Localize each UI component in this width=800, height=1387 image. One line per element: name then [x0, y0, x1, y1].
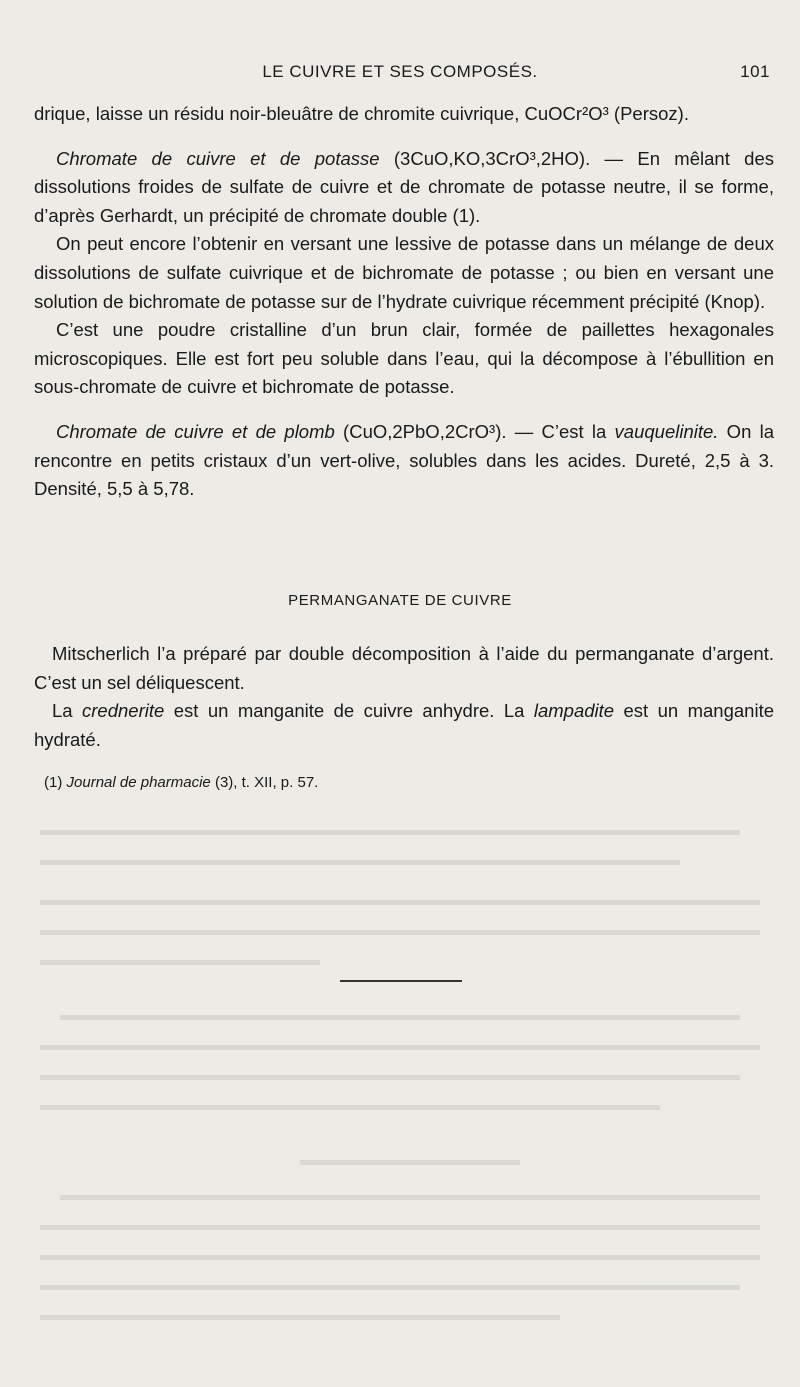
- section-text: [34, 640, 774, 754]
- running-title: LE CUIVRE ET SES COMPOSÉS.: [262, 62, 538, 81]
- text: La: [52, 700, 83, 722]
- main-text: [34, 100, 774, 504]
- paragraph: Mitscherlich l’a préparé par double décomposition à l’aide du permanganate d’argent. C’est un sel déliquescent.: [34, 643, 774, 693]
- paragraph-text: On la rencontre en petits cristaux d’un vert-olive, solubles dans les acides. Dureté, 2,5 à 3. Densité, 5,5 à 5,78.: [34, 420, 775, 500]
- subject-title: Chromate de cuivre et de potasse: [56, 147, 380, 169]
- paragraph: C’est une poudre cristalline d’un brun clair, formée de paillettes hexagonales microscopiques. Elle est fort peu soluble dans l’eau, qui la décompose à l’ébullition en sous-chromate de cuivre et bichromate de potasse.: [34, 319, 774, 398]
- text: est un manganite de cuivre anhydre. La: [164, 700, 534, 722]
- divider: [340, 980, 462, 982]
- footnote-reference: (3), t. XII, p. 57.: [210, 774, 319, 791]
- subject-title: Chromate de cuivre et de plomb: [56, 420, 335, 442]
- footnote: [44, 774, 764, 791]
- footnote-marker: (1): [44, 774, 63, 791]
- paragraph-text: (CuO,2PbO,2CrO³). — C’est la: [334, 420, 615, 442]
- paragraph: On peut encore l’obtenir en versant une lessive de potasse dans un mélange de deux dissolutions de sulfate cuivrique et de bichromate de potasse ; ou bien en versant une solution de bichromate de potasse sur de l’hydrate cuivrique récemment précipité (Knop).: [34, 233, 774, 312]
- paragraph-continuation: drique, laisse un résidu noir-bleuâtre de chromite cuivrique, CuOCr²O³ (Persoz).: [34, 103, 689, 124]
- paragraph: [34, 697, 774, 754]
- paragraph-chromate-plomb: [34, 418, 774, 504]
- paragraph-chromate-potasse: [34, 145, 774, 231]
- footnote-journal: Journal de pharmacie: [66, 774, 211, 791]
- mineral-name: crednerite: [82, 700, 165, 722]
- page-number: 101: [740, 62, 770, 81]
- paragraph-text: (3CuO,KO,3CrO³,2HO). — En mêlant des dissolutions froides de sulfate de cuivre et de chromate de potasse neutre, il se forme, d’après Gerhardt, un précipité de chromate double (1).: [34, 147, 774, 226]
- text: est un manganite hydraté.: [34, 700, 774, 750]
- mineral-name: lampadite: [533, 700, 615, 722]
- section-heading: PERMANGANATE DE CUIVRE: [288, 592, 512, 609]
- mineral-name: vauquelinite.: [614, 420, 719, 442]
